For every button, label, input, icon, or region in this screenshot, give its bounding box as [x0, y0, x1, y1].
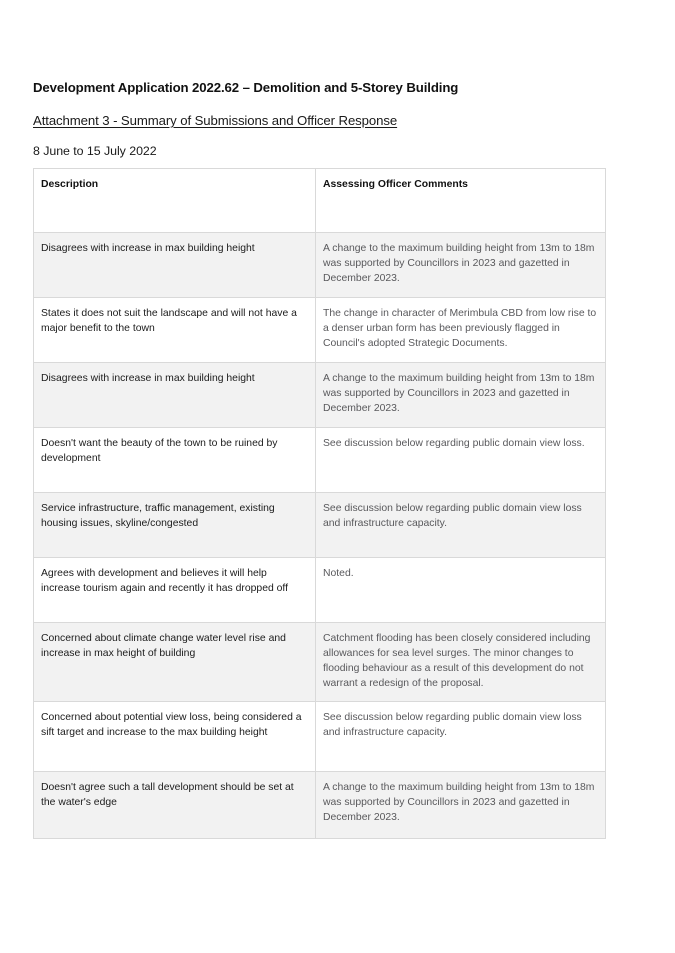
cell-description: Concerned about climate change water level rise and increase in max height of building	[34, 623, 316, 702]
cell-officer-comment: See discussion below regarding public domain view loss.	[316, 428, 606, 493]
column-header-description: Description	[34, 169, 316, 233]
table-row	[34, 233, 606, 298]
attachment-subtitle: Attachment 3 - Summary of Submissions and Officer Response	[33, 113, 398, 128]
page-title: Development Application 2022.62 – Demolition and 5-Storey Building	[33, 80, 459, 95]
cell-description: Doesn't want the beauty of the town to be ruined by development	[34, 428, 316, 493]
table-row	[34, 623, 606, 702]
table-row	[34, 493, 606, 558]
cell-officer-comment: The change in character of Merimbula CBD from low rise to a denser urban form has been previously flagged in Council's adopted Strategic Documents.	[316, 298, 606, 363]
cell-description: Agrees with development and believes it will help increase tourism again and recently it has dropped off	[34, 558, 316, 623]
cell-description: Disagrees with increase in max building height	[34, 363, 316, 428]
cell-description: Doesn't agree such a tall development should be set at the water's edge	[34, 772, 316, 839]
table-row	[34, 428, 606, 493]
cell-officer-comment: A change to the maximum building height from 13m to 18m was supported by Councillors in 2023 and gazetted in December 2023.	[316, 233, 606, 298]
cell-officer-comment: Catchment flooding has been closely considered including allowances for sea level surges. The minor changes to flooding behaviour as a result of this development do not warrant a redesign of the proposal.	[316, 623, 606, 702]
cell-description: Concerned about potential view loss, being considered a sift target and increase to the max building height	[34, 702, 316, 772]
table-row	[34, 298, 606, 363]
submissions-table	[33, 168, 606, 839]
cell-description: Disagrees with increase in max building height	[34, 233, 316, 298]
cell-description: Service infrastructure, traffic management, existing housing issues, skyline/congested	[34, 493, 316, 558]
submission-date-range: 8 June to 15 July 2022	[33, 144, 157, 158]
cell-officer-comment: Noted.	[316, 558, 606, 623]
table-row	[34, 702, 606, 772]
cell-officer-comment: See discussion below regarding public domain view loss and infrastructure capacity.	[316, 493, 606, 558]
table-header	[34, 169, 606, 233]
table-row	[34, 772, 606, 839]
table-row	[34, 363, 606, 428]
cell-description: States it does not suit the landscape and will not have a major benefit to the town	[34, 298, 316, 363]
column-header-comments: Assessing Officer Comments	[316, 169, 606, 233]
cell-officer-comment: A change to the maximum building height from 13m to 18m was supported by Councillors in 2023 and gazetted in December 2023.	[316, 772, 606, 839]
cell-officer-comment: See discussion below regarding public domain view loss and infrastructure capacity.	[316, 702, 606, 772]
table-header-row	[34, 169, 606, 233]
table-row	[34, 558, 606, 623]
cell-officer-comment: A change to the maximum building height from 13m to 18m was supported by Councillors in 2023 and gazetted in December 2023.	[316, 363, 606, 428]
table-body	[34, 233, 606, 839]
